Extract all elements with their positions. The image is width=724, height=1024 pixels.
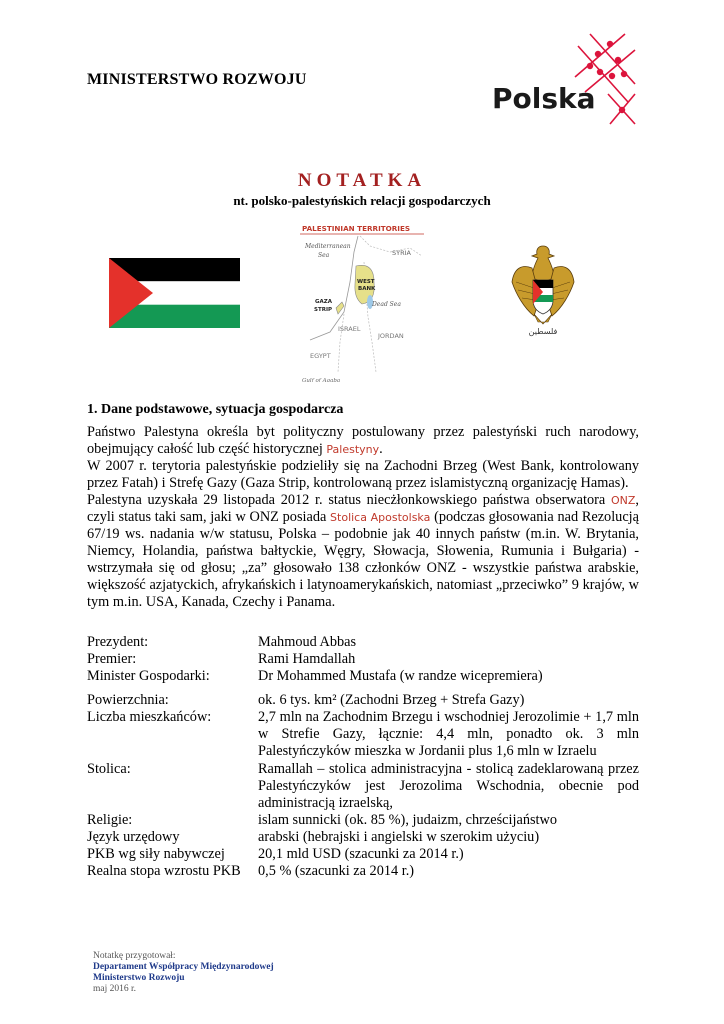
fact-value: Mahmoud Abbas [258, 634, 357, 650]
fact-value: islam sunnicki (ok. 85 %), judaizm, chrześcijaństwo [258, 812, 557, 828]
fact-value: 0,5 % (szacunki za 2014 r.) [258, 863, 415, 879]
link-stolica-apostolska[interactable]: Stolica Apostolska [330, 511, 431, 524]
map-title: PALESTINIAN TERRITORIES [302, 224, 411, 233]
fact-label: Stolica: [87, 761, 131, 777]
palestine-flag [109, 258, 240, 328]
fact-value: Ramallah – stolica administracyjna - stolicą zadeklarowaną przez Palestyńczyków jest Jerozolima Wschodnia, obecnie pod administracją izraelską, [258, 761, 639, 811]
polska-logo [490, 32, 640, 132]
svg-text:Sea: Sea [318, 252, 330, 259]
fact-value: 20,1 mld USD (szacunki za 2014 r.) [258, 846, 464, 862]
svg-text:BANK: BANK [358, 286, 376, 292]
footer-ministry: Ministerstwo Rozwoju [93, 973, 185, 983]
fact-label: Liczba mieszkańców: [87, 709, 212, 725]
territories-map [300, 222, 424, 382]
fact-label: Religie: [87, 812, 133, 828]
logo-text: Polska [492, 82, 596, 115]
fact-value: Rami Hamdallah [258, 651, 356, 667]
fact-label: Realna stopa wzrostu PKB [87, 863, 241, 879]
section-body [87, 424, 639, 611]
ministry-header: MINISTERSTWO ROZWOJU [87, 71, 307, 88]
section-heading: 1. Dane podstawowe, sytuacja gospodarcza [87, 402, 344, 417]
svg-text:STRIP: STRIP [314, 307, 333, 313]
footer-note [93, 951, 274, 995]
paragraph-3: Palestyna uzyskała 29 listopada 2012 r. status niecżłonkowskiego państwa obserwatora ONZ, czyli status taki sam, jaki w ONZ posiada Stolica Apostolska (podczas głosowania nad Rezolucją 67/19 ws. nadania w/w statusu, Polska – podobnie jak 40 innych państw (m.in. W. Brytania, Niemcy, Holandia, państwa bałtyckie, Węgry, Słowacja, Słowenia, Rumunia i Bułgaria) - wstrzymała się od głosu; „za” głosowało 138 członków ONZ - wszystkie państwa arabskie, większość azjatyckich, afrykańskich i latynoamerykańskich, natomiast „przeciwko” 9 krajów, w tym m.in. USA, Kanada, Czechy i Panama. [87, 492, 639, 610]
fact-value: Dr Mohammed Mustafa (w randze wicepremiera) [258, 668, 543, 684]
fact-label: Premier: [87, 651, 137, 667]
svg-text:Mediterranean: Mediterranean [305, 243, 351, 250]
svg-text:WEST: WEST [357, 279, 375, 285]
footer-date: maj 2016 r. [93, 984, 137, 994]
link-palestyny[interactable]: Palestyny [326, 443, 380, 456]
fact-label: Prezydent: [87, 634, 149, 650]
document-subtitle: nt. polsko-palestyńskich relacji gospodarczych [233, 193, 491, 208]
svg-text:SYRIA: SYRIA [392, 249, 411, 257]
svg-text:JORDAN: JORDAN [378, 332, 404, 340]
footer-department: Departament Współpracy Międzynarodowej [93, 962, 274, 972]
fact-value: arabski (hebrajski i angielski w szerokim użyciu) [258, 829, 540, 845]
palestine-emblem [510, 238, 576, 338]
svg-text:ISRAEL: ISRAEL [338, 325, 361, 333]
svg-text:EGYPT: EGYPT [310, 352, 331, 360]
fact-label: Powierzchnia: [87, 692, 169, 708]
link-onz[interactable]: ONZ [610, 494, 636, 507]
fact-label: Minister Gospodarki: [87, 668, 210, 684]
fact-label: Język urzędowy [87, 829, 180, 845]
svg-text:Dead Sea: Dead Sea [372, 301, 401, 308]
fact-value: ok. 6 tys. km² (Zachodni Brzeg + Strefa Gazy) [258, 692, 525, 708]
paragraph-2: W 2007 r. terytoria palestyńskie podzieliły się na Zachodni Brzeg (West Bank, kontrolowany przez Fatah) i Strefę Gazy (Gaza Strip, kontrolowaną przez islamistyczną organizację Hamas). [87, 458, 639, 491]
fact-label: PKB wg siły nabywczej [87, 846, 225, 862]
svg-text:GAZA: GAZA [315, 299, 333, 305]
paragraph-1: Państwo Palestyna określa byt polityczny postulowany przez palestyński ruch narodowy, obejmujący całość lub część historycznej Palestyny. [87, 424, 639, 457]
svg-text:Gulf of Aqaba: Gulf of Aqaba [302, 378, 341, 382]
footer-prepared-by: Notatkę przygotował: [93, 951, 176, 961]
emblem-caption: فلسطين [528, 327, 558, 336]
document-title: NOTATKA [297, 170, 427, 191]
fact-value: 2,7 mln na Zachodnim Brzegu i wschodniej Jerozolimie + 1,7 mln w Strefie Gazy, łącznie: 4,4 mln, ponadto ok. 3 mln Palestyńczyków mieszka w Jordanii plus 1,6 mln w Izraelu [258, 709, 639, 759]
